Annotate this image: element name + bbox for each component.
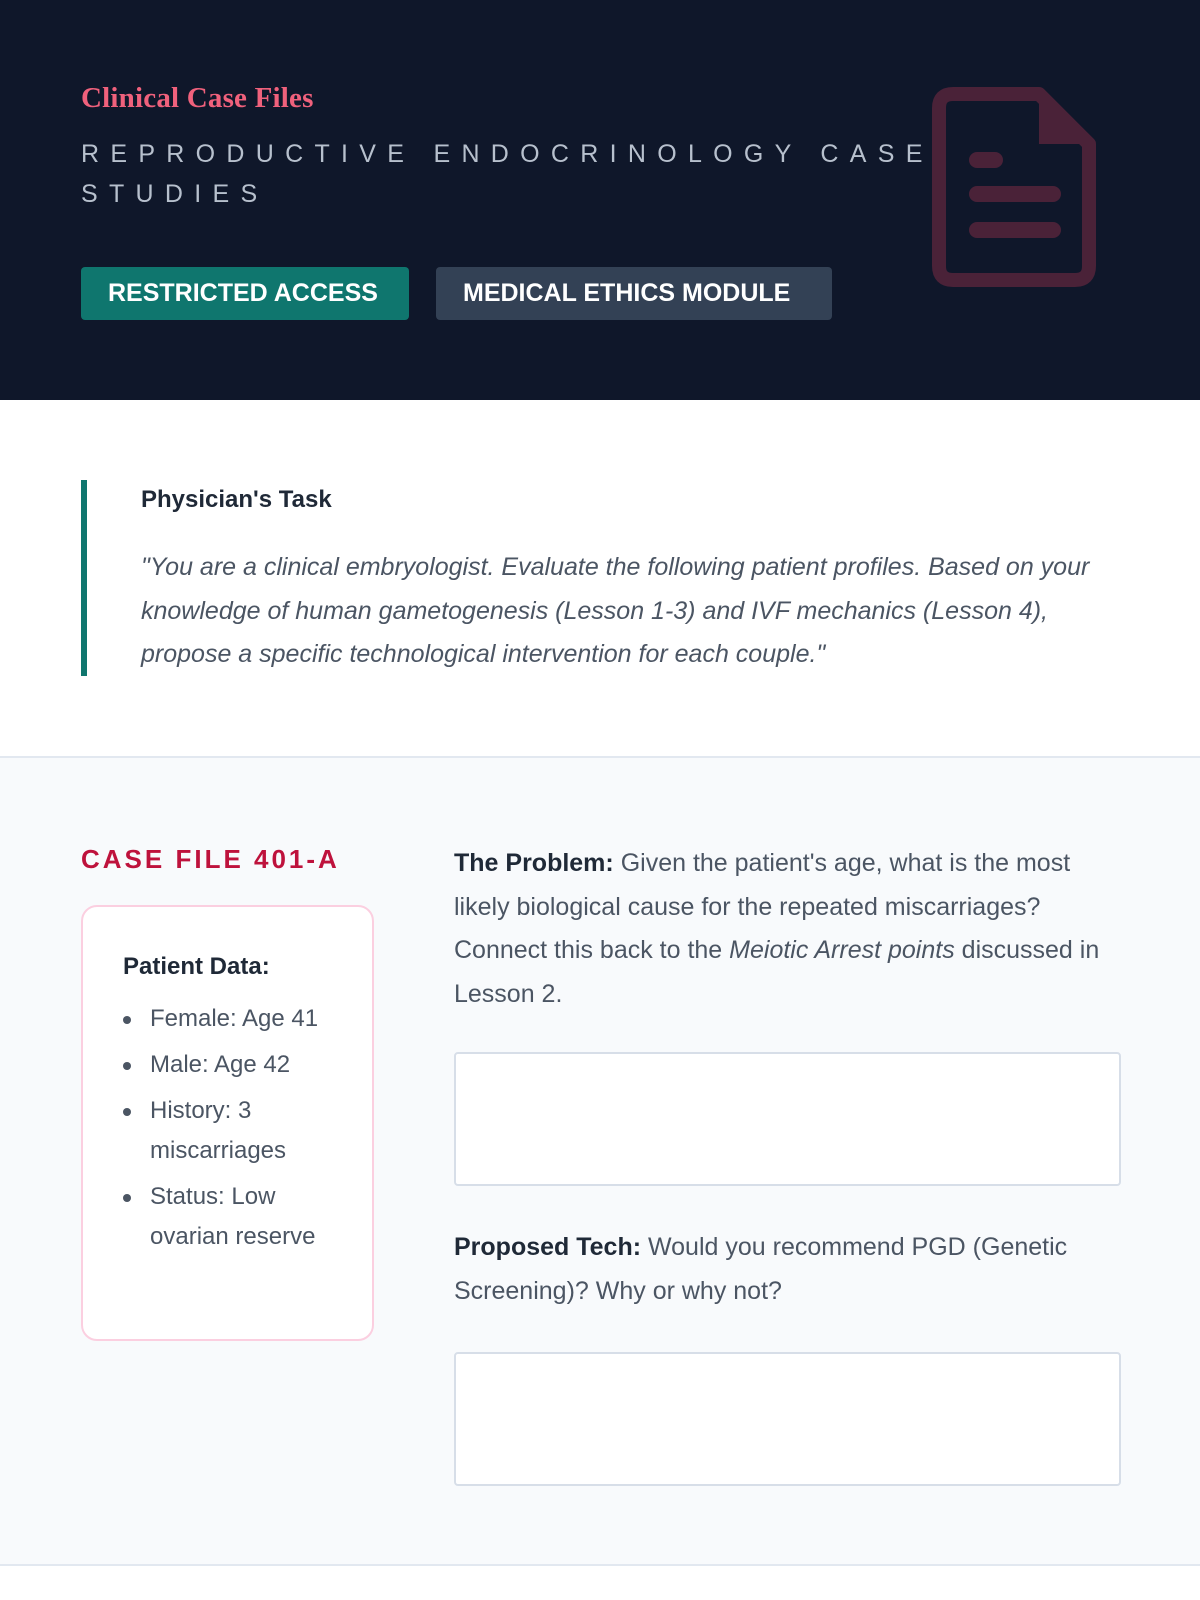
page-title: Clinical Case Files xyxy=(81,82,314,114)
patient-data-heading: Patient Data: xyxy=(123,953,270,980)
patient-data-card xyxy=(81,905,374,1341)
list-item: History: 3 miscarriages xyxy=(123,1091,353,1171)
case-file-label: CASE FILE 401-A xyxy=(81,844,340,874)
proposed-tech-question xyxy=(454,1226,1124,1313)
task-heading: Physician's Task xyxy=(141,486,332,513)
proposed-tech-text: Would you recommend PGD (Genetic Screening)? Why or why not? xyxy=(454,1233,1068,1305)
list-item: Male: Age 42 xyxy=(123,1045,353,1085)
page-header xyxy=(0,0,1200,400)
proposed-tech-label: Proposed Tech: xyxy=(454,1233,642,1261)
task-quote: "You are a clinical embryologist. Evaluate the following patient profiles. Based on your knowledge of human gametogenesis (Lesson 1-3) and IVF mechanics (Lesson 4), propose a specific technological intervention for each couple." xyxy=(141,553,1090,668)
proposed-tech-answer-field[interactable] xyxy=(454,1352,1121,1486)
patient-data-list xyxy=(123,999,353,1263)
problem-text-part1: Given the patient's age, what is the most likely biological cause for the repeated miscarriages? Connect this back to the xyxy=(454,849,1071,964)
problem-label: The Problem: xyxy=(454,849,614,877)
problem-emphasis: Meiotic Arrest points xyxy=(729,936,955,964)
problem-question xyxy=(454,842,1124,1016)
list-item: Female: Age 41 xyxy=(123,999,353,1039)
problem-answer-field[interactable] xyxy=(454,1052,1121,1186)
list-item: Status: Low ovarian reserve xyxy=(123,1177,353,1257)
medical-ethics-badge: MEDICAL ETHICS MODULE xyxy=(436,267,832,320)
restricted-access-badge: RESTRICTED ACCESS xyxy=(81,267,409,320)
page-subtitle: REPRODUCTIVE ENDOCRINOLOGY CASE STUDIES xyxy=(81,140,934,208)
document-icon xyxy=(931,86,1097,288)
quote-accent-bar xyxy=(81,480,87,676)
case-file-section xyxy=(0,758,1200,1566)
physician-task-section xyxy=(0,400,1200,758)
problem-text-part2: discussed in Lesson 2. xyxy=(454,936,1100,1008)
